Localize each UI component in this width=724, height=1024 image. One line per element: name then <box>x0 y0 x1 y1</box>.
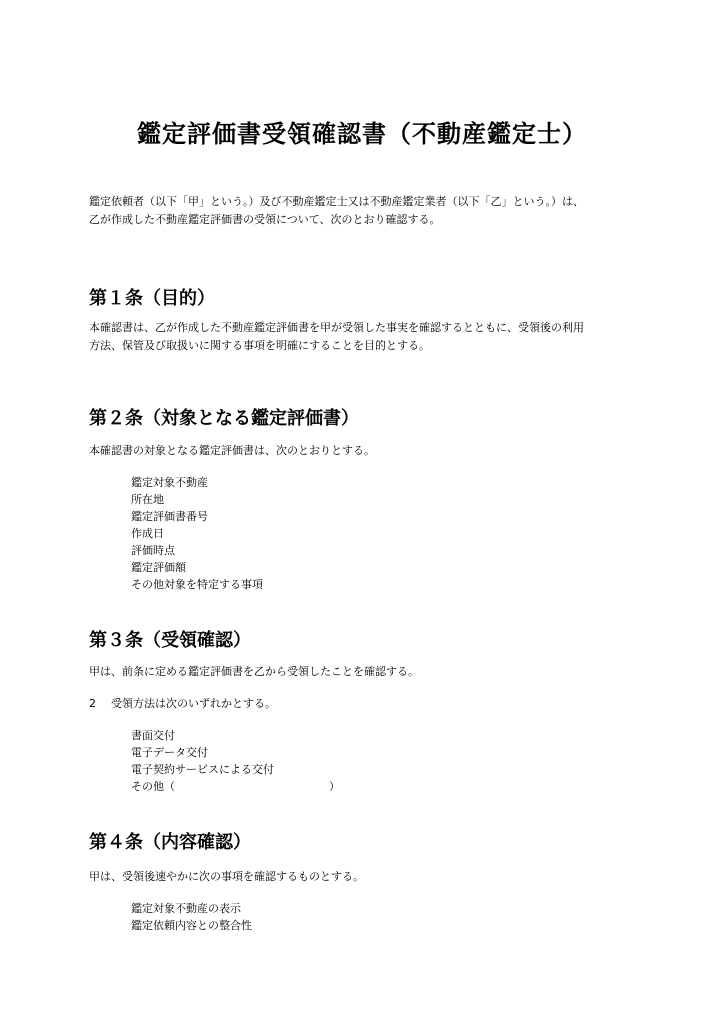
list-item: 所在地 <box>131 493 164 506</box>
list-item: 鑑定対象不動産の表示 <box>131 902 241 915</box>
article-3-heading: 第３条（受領確認） <box>89 630 251 651</box>
article-3-item-2 <box>89 695 649 713</box>
article-4-body: 甲は、受領後速やかに次の事項を確認するものとする。 <box>89 870 364 883</box>
item-text: 受領方法は次のいずれかとする。 <box>111 697 276 710</box>
article-1-line: 本確認書は、乙が作成した不動産鑑定評価書を甲が受領した事実を確認するとともに、受領後の利用 <box>89 321 584 334</box>
article-4-heading: 第４条（内容確認） <box>89 832 251 853</box>
list-item: 作成日 <box>131 527 164 540</box>
article-3-body: 甲は、前条に定める鑑定評価書を乙から受領したことを確認する。 <box>89 665 419 678</box>
article-2-body: 本確認書の対象となる鑑定評価書は、次のとおりとする。 <box>89 444 375 457</box>
article-1-line: 方法、保管及び取扱いに関する事項を明確にすることを目的とする。 <box>89 339 430 352</box>
preamble-line: 乙が作成した不動産鑑定評価書の受領について、次のとおり確認する。 <box>89 213 441 226</box>
article-2-list <box>131 474 263 593</box>
preamble-line: 鑑定依頼者（以下「甲」という。）及び不動産鑑定士又は不動産鑑定業者（以下「乙」という。）は、 <box>89 195 584 208</box>
list-item: 電子データ交付 <box>131 746 208 759</box>
article-1-heading: 第１条（目的） <box>89 288 215 309</box>
article-3-list <box>131 727 340 795</box>
list-item: 評価時点 <box>131 544 175 557</box>
document-title: 鑑定評価書受領確認書（不動産鑑定士） <box>137 120 587 148</box>
list-item: 書面交付 <box>131 729 175 742</box>
article-1-body <box>89 319 649 355</box>
list-item: その他対象を特定する事項 <box>131 578 263 591</box>
list-item: 電子契約サービスによる交付 <box>131 763 274 776</box>
list-item: 鑑定評価額 <box>131 561 186 574</box>
item-number: 2 <box>89 697 96 710</box>
list-item: 鑑定評価書番号 <box>131 510 208 523</box>
preamble <box>89 193 649 229</box>
list-item: その他（ ） <box>131 780 340 793</box>
article-2-heading: 第２条（対象となる鑑定評価書） <box>89 408 359 429</box>
article-4-list <box>131 900 252 934</box>
list-item: 鑑定依頼内容との整合性 <box>131 919 252 932</box>
list-item: 鑑定対象不動産 <box>131 476 208 489</box>
